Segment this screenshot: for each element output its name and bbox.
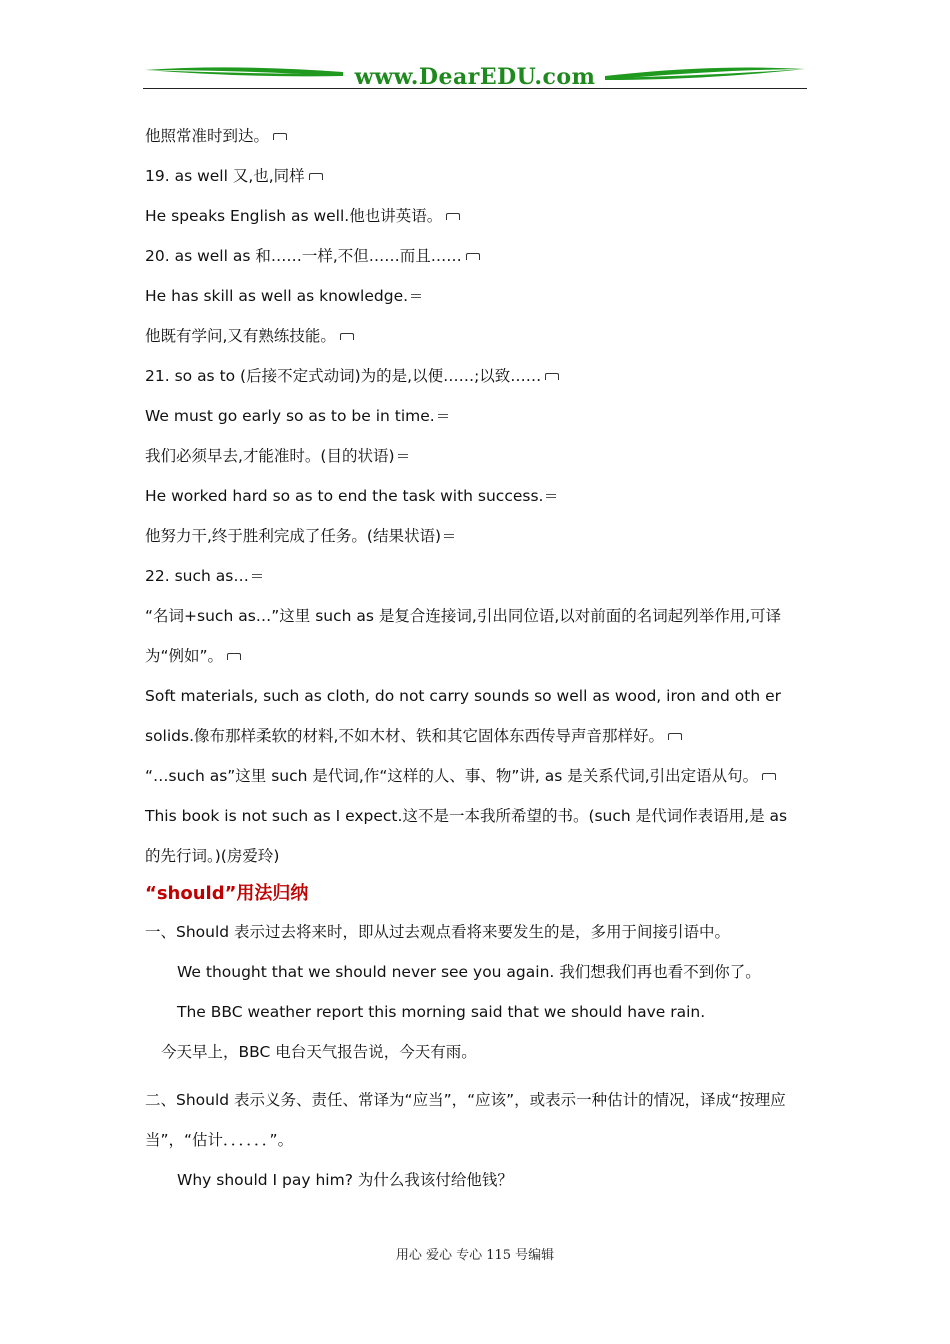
text-line: 我们必须早去,才能准时。(目的状语) <box>145 436 809 476</box>
site-url: www.DearEDU.com <box>354 64 596 90</box>
text-line: “…such as”这里 such 是代词,作“这样的人、事、物”讲, as 是关系代词,引出定语从句。 <box>145 756 809 796</box>
paragraph-2-line-1: 二、Should 表示义务、责任、常译为“应当”，“应该”，或表示一种估计的情况，译成“按理应 <box>145 1091 786 1109</box>
text-line: He worked hard so as to end the task with success. <box>145 476 809 516</box>
text-line: He speaks English as well.他也讲英语。 <box>145 196 809 236</box>
paragraph-mark-icon <box>309 173 323 180</box>
paragraph-mark-icon <box>466 253 480 260</box>
text-line: 他照常准时到达。 <box>145 116 809 156</box>
page-footer: 用心 爱心 专心 115 号编辑 <box>395 1248 555 1263</box>
example-3: Why should I pay him? 为什么我该付给他钱？ <box>177 1171 513 1189</box>
paragraph-mark-icon <box>545 373 559 380</box>
paragraph-2-line-2: 当”，“估计．．．．．．”。 <box>145 1131 294 1149</box>
line-break-icon <box>252 573 262 580</box>
document-body <box>145 116 809 1200</box>
text-line: 21. so as to (后接不定式动词)为的是,以便……;以致…… <box>145 356 809 396</box>
text-line: He has skill as well as knowledge. <box>145 276 809 316</box>
site-header <box>143 62 807 94</box>
line-break-icon <box>444 533 454 540</box>
text-line: solids.像布那样柔软的材料,不如木材、铁和其它固体东西传导声音那样好。 <box>145 716 809 756</box>
text-line: 19. as well 又,也,同样 <box>145 156 809 196</box>
text-line: “名词+such as…”这里 such as 是复合连接词,引出同位语,以对前面的名词起列举作用,可译 <box>145 607 782 625</box>
example-1: We thought that we should never see you again. 我们想我们再也看不到你了。 <box>177 963 761 981</box>
line-break-icon <box>546 493 556 500</box>
example-2: The BBC weather report this morning said that we should have rain. <box>177 1003 706 1021</box>
paragraph-mark-icon <box>227 653 241 660</box>
text-line: 为“例如”。 <box>145 636 809 676</box>
paragraph-mark-icon <box>668 733 682 740</box>
line-break-icon <box>438 413 448 420</box>
text-line: This book is not such as I expect.这不是一本我所希望的书。(such 是代词作表语用,是 as <box>145 807 788 825</box>
paragraph-mark-icon <box>762 773 776 780</box>
paragraph-mark-icon <box>446 213 460 220</box>
line-break-icon <box>411 293 421 300</box>
paragraph-mark-icon <box>340 333 354 340</box>
text-line: We must go early so as to be in time. <box>145 396 809 436</box>
text-line: 的先行词。)(房爱玲) <box>145 847 280 865</box>
text-line: 20. as well as 和……一样,不但……而且…… <box>145 236 809 276</box>
text-line: 22. such as… <box>145 556 809 596</box>
paragraph-mark-icon <box>273 133 287 140</box>
line-break-icon <box>398 453 408 460</box>
example-2-translation: 今天早上，BBC 电台天气报告说，今天有雨。 <box>161 1043 477 1061</box>
header-rule <box>143 88 807 89</box>
text-line: Soft materials, such as cloth, do not carry sounds so well as wood, iron and oth er <box>145 687 782 705</box>
section-heading: “should”用法归纳 <box>145 883 309 904</box>
paragraph-1: 一、Should 表示过去将来时，即从过去观点看将来要发生的是，多用于间接引语中。 <box>145 923 731 941</box>
text-line: 他既有学问,又有熟练技能。 <box>145 316 809 356</box>
text-line: 他努力干,终于胜利完成了任务。(结果状语) <box>145 516 809 556</box>
